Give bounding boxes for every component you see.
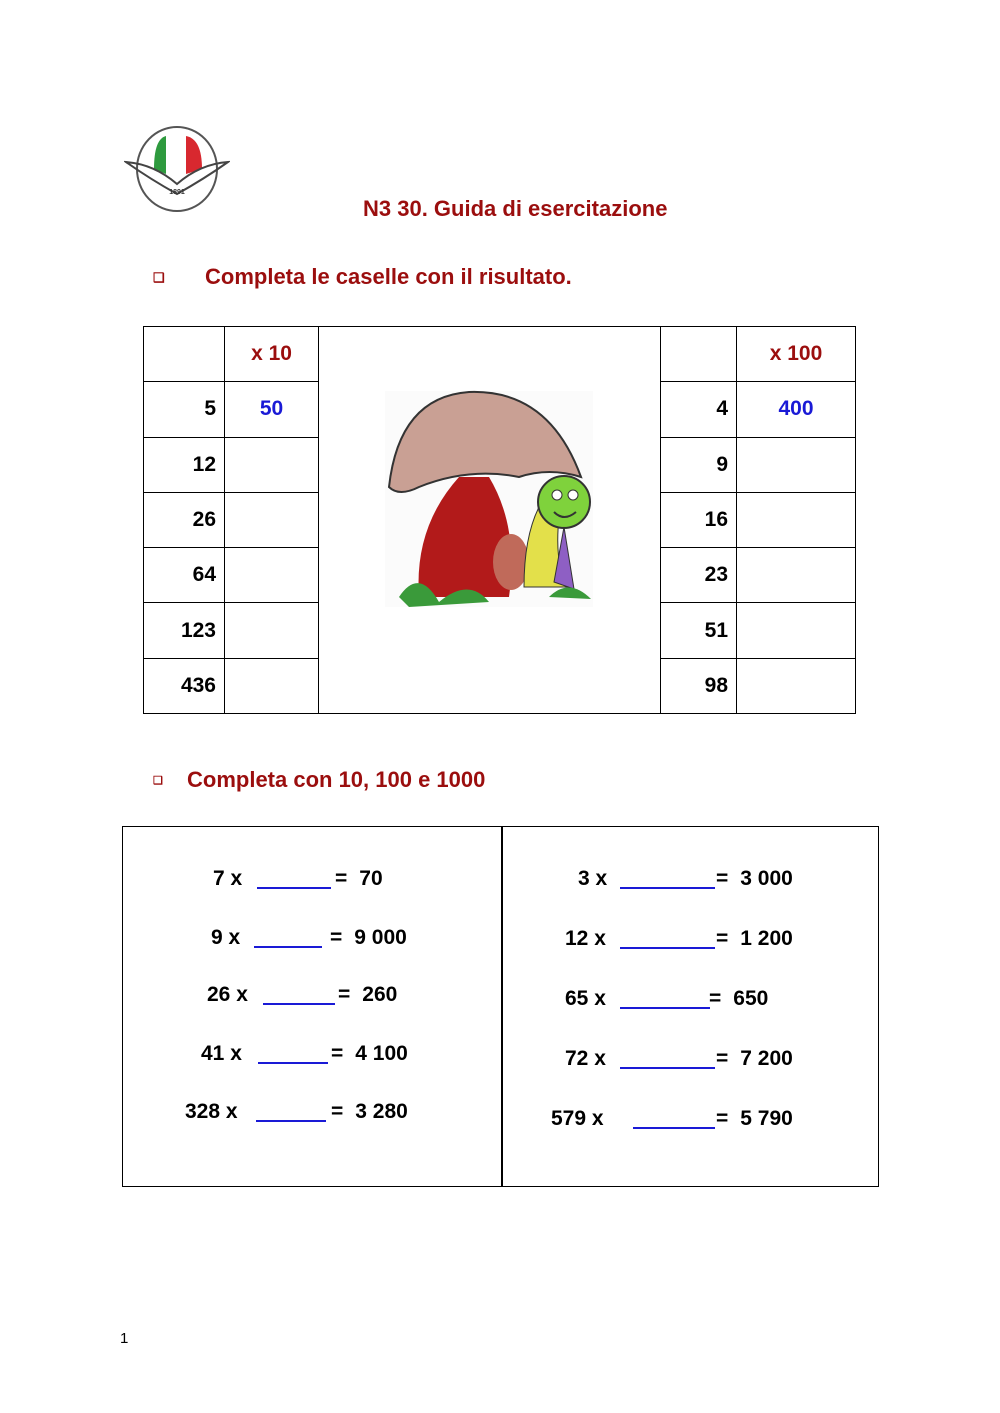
blank-answer-field[interactable] xyxy=(263,983,335,1005)
answer-input[interactable] xyxy=(258,1042,332,1068)
page-number: 1 xyxy=(120,1330,129,1347)
left-number: 436 xyxy=(144,658,225,713)
answer-input[interactable] xyxy=(257,867,335,893)
equation-result: 3 280 xyxy=(355,1100,408,1123)
answer-input[interactable] xyxy=(230,562,314,588)
equation-rhs xyxy=(716,867,793,891)
right-number: 9 xyxy=(661,437,737,492)
equation-factor: 7 x xyxy=(213,867,243,890)
equals-sign: = xyxy=(716,927,729,950)
blank-answer-field[interactable] xyxy=(257,867,331,889)
left-answer-input[interactable] xyxy=(225,548,319,603)
equation-result: 4 100 xyxy=(355,1042,408,1065)
header-x10: x 10 xyxy=(225,327,319,382)
equals-sign: = xyxy=(716,1047,729,1070)
equation-rhs xyxy=(716,1107,793,1131)
equals-sign: = xyxy=(331,1100,344,1123)
equals-sign: = xyxy=(709,987,722,1010)
answer-input[interactable] xyxy=(754,618,838,644)
equation-result: 1 200 xyxy=(740,927,793,950)
equation-rhs xyxy=(716,1047,793,1071)
answer-input[interactable] xyxy=(620,987,714,1013)
equals-sign: = xyxy=(716,867,729,890)
equation-rhs xyxy=(330,926,407,950)
equation-result: 260 xyxy=(362,983,398,1006)
answer-input[interactable] xyxy=(754,673,838,699)
answer-input[interactable] xyxy=(633,1107,719,1133)
blank-answer-field[interactable] xyxy=(620,987,710,1009)
left-number: 26 xyxy=(144,492,225,547)
right-answer-input[interactable] xyxy=(737,658,856,713)
right-number: 23 xyxy=(661,548,737,603)
left-answer-input[interactable] xyxy=(225,658,319,713)
equation-rhs xyxy=(335,867,383,891)
header-x100: x 100 xyxy=(737,327,856,382)
equation-rhs xyxy=(331,1042,408,1066)
answer-input[interactable] xyxy=(620,1047,719,1073)
equation-rhs xyxy=(331,1100,408,1124)
right-answer-input[interactable] xyxy=(737,437,856,492)
answer-input[interactable] xyxy=(754,562,838,588)
equation-factor: 26 x xyxy=(207,983,248,1006)
answer-input[interactable] xyxy=(754,452,838,478)
left-number: 64 xyxy=(144,548,225,603)
equation-factor: 3 x xyxy=(578,867,608,890)
equation-result: 3 000 xyxy=(740,867,793,890)
equals-sign: = xyxy=(335,867,348,890)
right-answer[interactable]: 400 xyxy=(737,382,856,437)
blank-answer-field[interactable] xyxy=(620,867,715,889)
equation-rhs xyxy=(338,983,397,1007)
equation-factor: 12 x xyxy=(565,927,606,950)
equals-sign: = xyxy=(338,983,351,1006)
section1-instruction: Completa le caselle con il risultato. xyxy=(205,264,572,289)
equation-factor: 65 x xyxy=(565,987,606,1010)
answer-input[interactable] xyxy=(230,507,314,533)
checkbox-bullet-icon: ❑ xyxy=(153,775,163,787)
mushroom-image xyxy=(319,327,661,714)
blank-answer-field[interactable] xyxy=(620,1047,715,1069)
left-number: 5 xyxy=(144,382,225,437)
right-answer-input[interactable] xyxy=(737,492,856,547)
page-title: N3 30. Guida di esercitazione xyxy=(363,196,668,221)
equation-factor: 579 x xyxy=(551,1107,604,1130)
equation-result: 650 xyxy=(733,987,769,1010)
left-answer[interactable]: 50 xyxy=(225,382,319,437)
mushroom-caterpillar-illustration xyxy=(319,327,660,713)
equals-sign: = xyxy=(716,1107,729,1130)
answer-input[interactable] xyxy=(256,1100,330,1126)
equation-result: 7 200 xyxy=(740,1047,793,1070)
equation-rhs xyxy=(716,927,793,951)
right-answer-input[interactable] xyxy=(737,603,856,658)
equation-factor: 72 x xyxy=(565,1047,606,1070)
section2-instruction: Completa con 10, 100 e 1000 xyxy=(187,767,486,792)
equation-rhs xyxy=(709,987,768,1011)
school-logo xyxy=(124,124,230,214)
left-answer-input[interactable] xyxy=(225,492,319,547)
answer-input[interactable] xyxy=(230,452,314,478)
equation-factor: 41 x xyxy=(201,1042,242,1065)
right-number: 4 xyxy=(661,382,737,437)
equals-sign: = xyxy=(330,926,343,949)
answer-input[interactable] xyxy=(230,618,314,644)
right-number: 98 xyxy=(661,658,737,713)
svg-text:1891: 1891 xyxy=(169,189,185,196)
right-number: 51 xyxy=(661,603,737,658)
equation-result: 9 000 xyxy=(354,926,407,949)
answer-input[interactable] xyxy=(263,983,339,1009)
equation-result: 70 xyxy=(359,867,383,890)
equation-factor: 328 x xyxy=(185,1100,238,1123)
answer-input[interactable] xyxy=(620,927,719,953)
equation-result: 5 790 xyxy=(740,1107,793,1130)
left-number: 123 xyxy=(144,603,225,658)
blank-answer-field[interactable] xyxy=(258,1042,328,1064)
multiplication-table xyxy=(143,326,856,714)
answer-input[interactable] xyxy=(230,673,314,699)
left-number: 12 xyxy=(144,437,225,492)
answer-input[interactable] xyxy=(754,507,838,533)
answer-input[interactable] xyxy=(254,926,326,952)
equation-factor: 9 x xyxy=(211,926,241,949)
blank-answer-field[interactable] xyxy=(256,1100,326,1122)
left-answer-input[interactable] xyxy=(225,603,319,658)
blank-answer-field[interactable] xyxy=(620,927,715,949)
equals-sign: = xyxy=(331,1042,344,1065)
column-divider xyxy=(501,827,503,1186)
blank-answer-field[interactable] xyxy=(254,926,322,948)
fill-in-box xyxy=(122,826,879,1187)
right-number: 16 xyxy=(661,492,737,547)
left-answer-input[interactable] xyxy=(225,437,319,492)
blank-answer-field[interactable] xyxy=(633,1107,715,1129)
right-answer-input[interactable] xyxy=(737,548,856,603)
checkbox-bullet-icon: ❑ xyxy=(153,270,165,285)
answer-input[interactable] xyxy=(620,867,719,893)
